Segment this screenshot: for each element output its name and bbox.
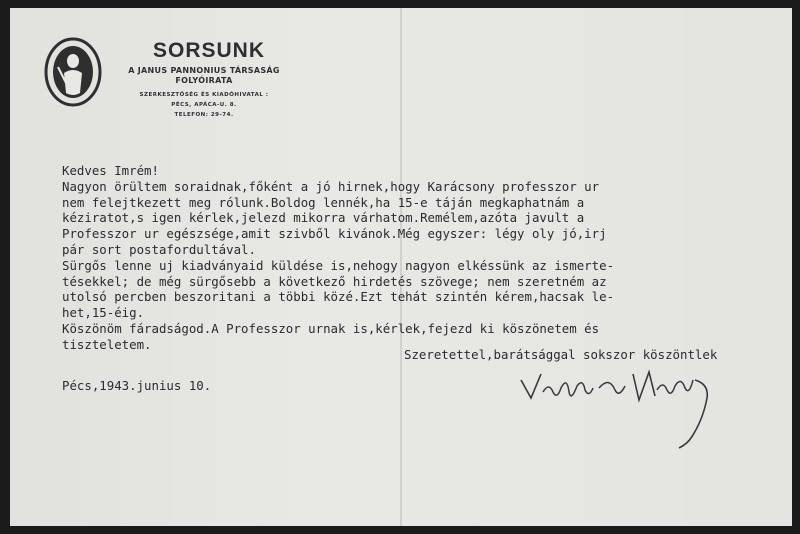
letter-line: Köszönöm fáradságod.A Professzor urnak is,kérlek,fejezd ki köszönetem és	[62, 320, 600, 336]
journal-title: SORSUNK	[152, 39, 265, 62]
place-date: Pécs,1943.junius 10.	[62, 378, 212, 393]
letter-line: Sürgős lenne uj kiadványaid küldése is,nehogy nagyon elkéssünk az ismerte-	[62, 257, 615, 273]
letter-line: utolsó percben beszoritani a többi közé.Ezt tehát szintén kérem,hacsak le-	[62, 289, 615, 305]
society-seal-icon	[44, 37, 102, 107]
letter-body	[62, 163, 614, 353]
society-name: A JANUS PANNONIUS TÁRSASÁG	[128, 66, 280, 75]
letter-line: pár sort postafordultával.	[62, 241, 256, 257]
office-address: PÉCS, APÁCA-U. 8.	[171, 102, 237, 108]
letterhead	[104, 40, 304, 120]
letter-line: nem felejtkezett meg rólunk.Boldog lennék,ha 15-e táján megkaphatnám a	[62, 194, 585, 210]
closing: Szeretettel,barátsággal sokszor köszöntlek	[404, 347, 718, 362]
letter-line: Professzor ur egészsége,amit szivből kivánok.Még egyszer: légy oly jó,irj	[62, 226, 607, 242]
letter-line: tiszteletem.	[62, 336, 152, 352]
letter-line: Nagyon örültem soraidnak,főként a jó hirnek,hogy Karácsony professzor ur	[62, 178, 600, 194]
letter-line: het,15-éig.	[62, 305, 145, 321]
office-label: SZERKESZTŐSÉG ÉS KIADÓHIVATAL :	[139, 92, 269, 98]
journal-descriptor: FOLYÓIRATA	[175, 76, 233, 85]
letter-line: tésekkel; de még sürgősebb a következő hirdetés szövege; nem szeretném az	[62, 273, 607, 289]
greeting: Kedves Imrém!	[62, 163, 159, 178]
handwritten-signature	[515, 362, 725, 457]
letter-line: kéziratot,s igen kérlek,jelezd mikorra várhatom.Remélem,azóta javult a	[62, 210, 585, 226]
office-phone: TELEFON: 29-74.	[174, 112, 234, 118]
